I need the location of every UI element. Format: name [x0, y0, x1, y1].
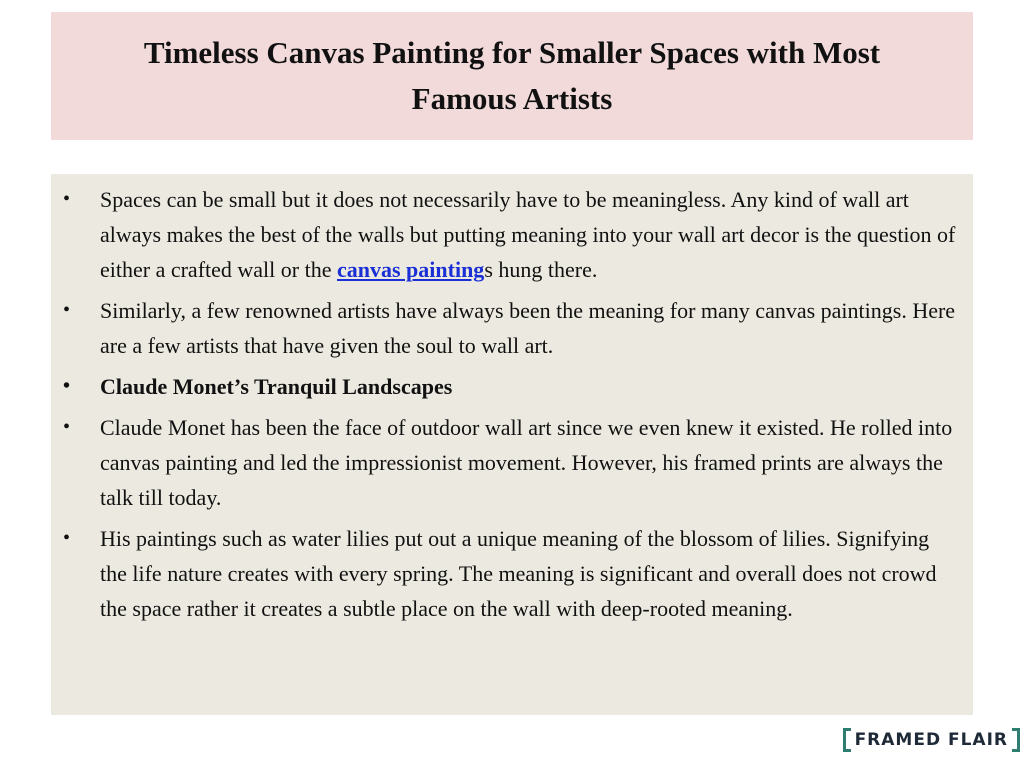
list-item-heading	[59, 369, 959, 404]
page-title: Timeless Canvas Painting for Smaller Spaces with Most Famous Artists	[143, 35, 881, 116]
content-panel	[51, 174, 973, 715]
list-item	[59, 410, 959, 515]
bullet-icon: •	[63, 375, 71, 397]
bullet-list	[59, 182, 959, 626]
canvas-painting-link[interactable]: canvas painting	[336, 257, 485, 282]
list-item-text: Spaces can be small but it does not necessarily have to be meaningless. Any kind of wall art always makes the best of the walls but putting meaning into your wall art decor is the question of either a crafted wall or the	[100, 187, 956, 282]
bullet-icon: •	[63, 416, 71, 438]
list-item	[59, 521, 959, 626]
list-item-text: Similarly, a few renowned artists have always been the meaning for many canvas paintings. Here are a few artists that have given the soul to wall art.	[100, 298, 956, 358]
list-item-text: His paintings such as water lilies put out a unique meaning of the blossom of lilies. Signifying the life nature creates with every spring. The meaning is significant and overall does not crowd the space rather it creates a subtle place on the wall with deep-rooted meaning.	[100, 526, 937, 621]
bullet-icon: •	[63, 527, 71, 549]
list-item-text: Claude Monet’s Tranquil Landscapes	[100, 374, 453, 399]
list-item	[59, 293, 959, 363]
logo-bracket-left-icon	[843, 728, 851, 752]
title-banner	[51, 12, 973, 140]
bullet-icon: •	[63, 188, 71, 210]
list-item-text-tail: s hung there.	[484, 257, 598, 282]
bullet-icon: •	[63, 299, 71, 321]
list-item-text: Claude Monet has been the face of outdoor wall art since we even knew it existed. He rolled into canvas painting and led the impressionist movement. However, his framed prints are always the talk till today.	[100, 415, 953, 510]
logo-bracket-right-icon	[1012, 728, 1020, 752]
logo-text: FRAMED FLAIR	[854, 730, 1008, 750]
framed-flair-logo	[843, 726, 1020, 754]
list-item	[59, 182, 959, 287]
